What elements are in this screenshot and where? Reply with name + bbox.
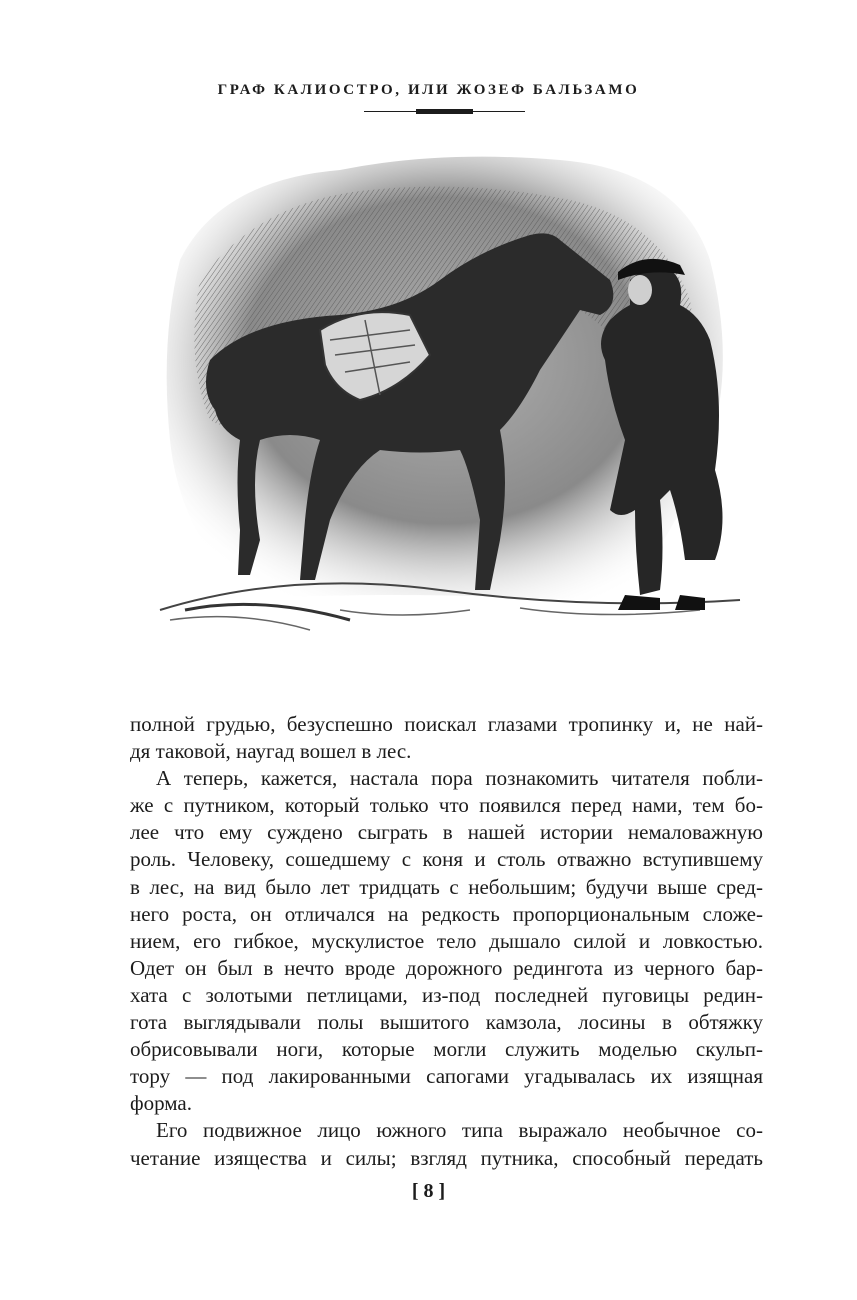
text-line: гота выглядывали полы вышитого камзола, лосины в обтяжку [130,1010,763,1035]
text-line: полной грудью, безуспешно поискал глазами тропинку и, не най- [130,712,763,736]
text-line: форма. [130,1091,193,1116]
text-line: него роста, он отличался на редкость пропорциональным сложе- [130,901,763,926]
page-number: [ 8 ] [411,1180,446,1202]
text-line: дя таковой, наугад вошел в лес. [130,739,412,764]
paragraph [130,1117,763,1171]
running-title: ГРАФ КАЛИОСТРО, ИЛИ ЖОЗЕФ БАЛЬЗАМО [217,82,640,98]
text-line: тору — под лакированными сапогами угадывалась их изящная [130,1064,763,1089]
body-text [130,711,763,1172]
illustration-engraving [140,140,750,680]
text-line: обрисовывали ноги, которые могли служить моделью скульп- [130,1037,763,1062]
text-line: четание изящества и силы; взгляд путника, способный передать [130,1145,763,1170]
text-line: лее что ему суждено сыграть в нашей истории немаловажную [130,820,763,845]
text-line: хата с золотыми петлицами, из-под последней пуговицы редин- [130,982,763,1007]
text-line: же с путником, который только что появился перед нами, тем бо- [130,793,763,818]
text-line: роль. Человеку, сошедшему с коня и столь отважно вступившему [130,847,763,872]
paragraph [130,711,763,765]
text-line: Его подвижное лицо южного типа выражало необычное со- [156,1118,763,1143]
paragraph [130,765,763,1117]
text-line: нием, его гибкое, мускулистое тело дышало силой и ловкостью. [130,928,763,953]
header-rule [364,109,525,115]
text-line: в лес, на вид было лет тридцать с небольшим; будучи выше сред- [130,874,763,899]
text-line: А теперь, кажется, настала пора познакомить читателя побли- [156,766,763,791]
text-line: Одет он был в нечто вроде дорожного редингота из черного бар- [130,955,763,980]
